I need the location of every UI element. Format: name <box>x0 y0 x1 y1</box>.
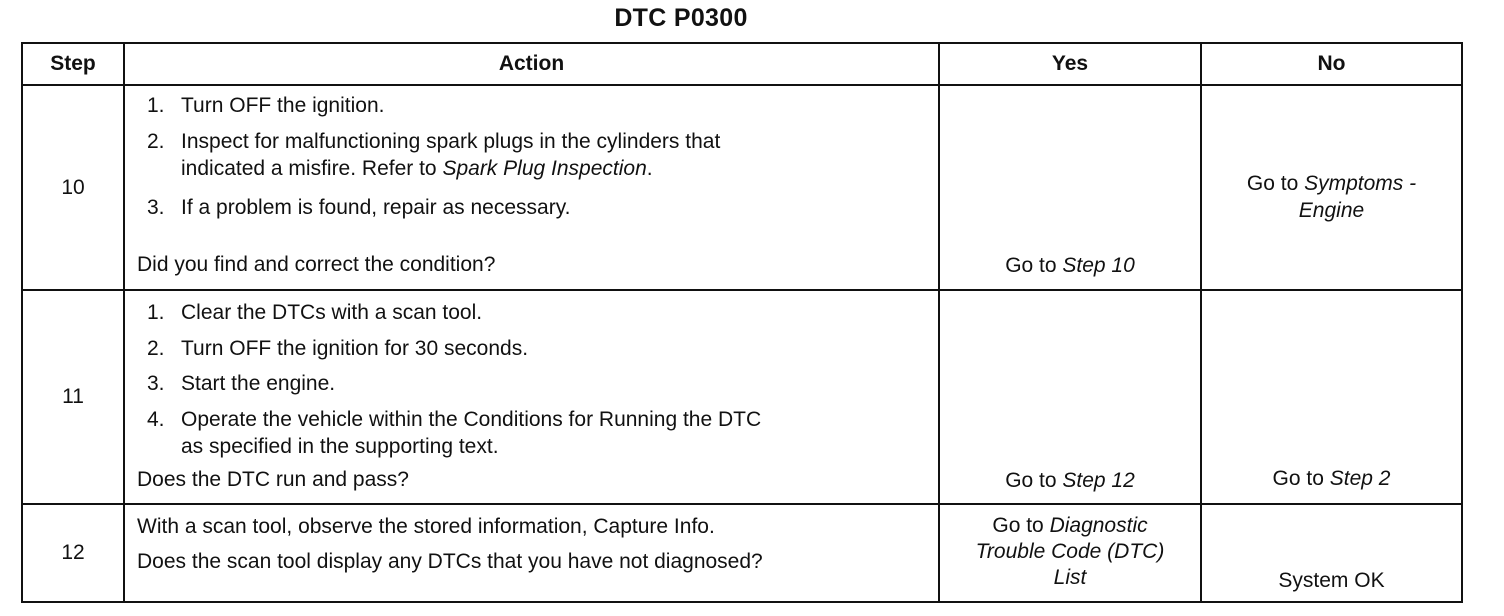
yes-text <box>940 252 1200 279</box>
item-text: Clear the DTCs with a scan tool. <box>181 301 483 324</box>
action-cell <box>124 504 939 602</box>
item-number: 4. <box>147 408 165 431</box>
header-no: No <box>1201 43 1462 85</box>
item-text: . <box>646 157 653 180</box>
action-cell <box>124 290 939 504</box>
action-list <box>125 86 938 221</box>
action-list <box>125 291 938 460</box>
header-step: Step <box>22 43 124 85</box>
item-text: If a problem is found, repair as necessary. <box>181 196 571 219</box>
step-link[interactable]: Step 12 <box>1062 469 1135 492</box>
dtc-table <box>21 42 1463 603</box>
no-cell <box>1201 85 1462 290</box>
table-row <box>22 85 1462 290</box>
header-yes: Yes <box>939 43 1201 85</box>
item-text: Operate the vehicle within the Conditions for Running the DTC <box>181 408 762 431</box>
item-number: 1. <box>147 301 165 324</box>
dtc-list-link[interactable]: Diagnostic <box>1049 514 1148 537</box>
no-cell <box>1201 290 1462 504</box>
yes-prefix: Go to <box>1005 254 1063 277</box>
dtc-list-link[interactable]: Trouble Code (DTC) <box>975 540 1165 563</box>
item-number: 3. <box>147 196 165 219</box>
step-number: 11 <box>22 290 124 504</box>
item-text: as specified in the supporting text. <box>181 435 499 458</box>
yes-text <box>940 513 1200 591</box>
question-text: Does the scan tool display any DTCs that you have not diagnosed? <box>137 550 763 573</box>
item-text: Turn OFF the ignition for 30 seconds. <box>181 337 529 360</box>
list-item <box>125 406 938 460</box>
list-item <box>125 194 938 221</box>
no-prefix: Go to <box>1272 467 1330 490</box>
item-text: indicated a misfire. Refer to <box>181 157 443 180</box>
step-link[interactable]: Step 10 <box>1062 254 1135 277</box>
list-item <box>125 299 938 326</box>
step-number: 10 <box>22 85 124 290</box>
action-cell <box>124 85 939 290</box>
no-cell <box>1201 504 1462 602</box>
symptoms-link[interactable]: Engine <box>1298 199 1365 222</box>
no-text: System OK <box>1278 569 1385 592</box>
question-text: Did you find and correct the condition? <box>137 253 496 276</box>
step-number: 12 <box>22 504 124 602</box>
no-text <box>1202 170 1461 224</box>
yes-text <box>940 467 1200 494</box>
item-number: 3. <box>147 372 165 395</box>
table-row <box>22 504 1462 602</box>
yes-prefix: Go to <box>992 514 1050 537</box>
yes-cell <box>939 290 1201 504</box>
item-text: Inspect for malfunctioning spark plugs in the cylinders that <box>181 130 721 153</box>
step-link[interactable]: Step 2 <box>1329 467 1391 490</box>
table-header-row <box>22 43 1462 85</box>
no-prefix: Go to <box>1246 172 1305 195</box>
list-item <box>125 335 938 362</box>
table-row <box>22 290 1462 504</box>
question-text: Does the DTC run and pass? <box>137 468 409 491</box>
list-item <box>125 128 938 182</box>
dtc-list-link[interactable]: List <box>1053 566 1087 589</box>
symptoms-link[interactable]: Symptoms - <box>1304 172 1417 195</box>
reference-link[interactable]: Spark Plug Inspection <box>442 157 647 180</box>
yes-prefix: Go to <box>1005 469 1063 492</box>
header-action: Action <box>124 43 939 85</box>
item-number: 2. <box>147 337 165 360</box>
list-item <box>125 92 938 119</box>
yes-cell <box>939 85 1201 290</box>
yes-cell <box>939 504 1201 602</box>
item-number: 2. <box>147 130 165 153</box>
item-text: Turn OFF the ignition. <box>181 94 385 117</box>
no-text <box>1202 465 1461 492</box>
list-item <box>125 370 938 397</box>
item-text: Start the engine. <box>181 372 336 395</box>
action-text: With a scan tool, observe the stored information, Capture Info. <box>137 515 715 538</box>
page-title: DTC P0300 <box>614 4 748 32</box>
item-number: 1. <box>147 94 165 117</box>
